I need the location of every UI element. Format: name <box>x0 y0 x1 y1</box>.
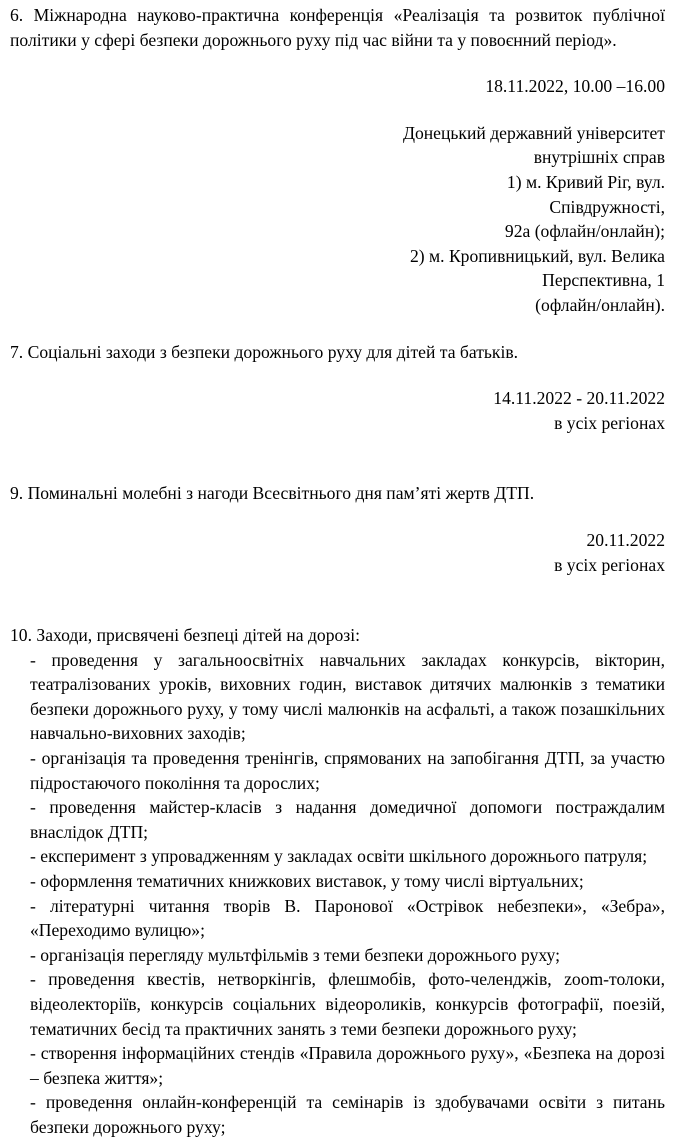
item-6-date: 18.11.2022, 10.00 –16.00 <box>485 76 665 97</box>
item-9-place: в усіх регіонах <box>554 554 665 575</box>
item-6-place <box>401 121 665 318</box>
item-9-date: 20.11.2022 <box>586 529 665 550</box>
list-item: - створення інформаційних стендів «Правила дорожнього руху», «Безпека на дорозі – безпека життя»; <box>30 1043 665 1088</box>
place-line: (офлайн/онлайн). <box>535 294 665 315</box>
list-item: - проведення у загальноосвітніх навчальних закладах конкурсів, вікторин, театралізованих уроків, виховних годин, виставок дитячих малюнків з тематики безпеки дорожнього руху, у тому числі малюнків на асфальті, а також позашкільних навчально-виховних заходів; <box>30 649 665 744</box>
item-7-place: в усіх регіонах <box>554 412 665 433</box>
item-9-text: 9. Поминальні молебні з нагоди Всесвітнього дня пам’яті жертв ДТП. <box>10 483 535 504</box>
place-line: 92а (офлайн/онлайн); <box>504 221 665 242</box>
item-10-list <box>10 648 665 1140</box>
item-7-date: 14.11.2022 - 20.11.2022 <box>493 388 665 409</box>
list-item: - літературні читання творів В. Паронової «Острівок небезпеки», «Зебра», «Переходимо вулицю»; <box>30 895 665 941</box>
list-item: - оформлення тематичних книжкових виставок, у тому числі віртуальних; <box>30 871 584 892</box>
place-line: Донецький державний університет <box>402 122 665 143</box>
list-item: - організація перегляду мультфільмів з теми безпеки дорожнього руху; <box>30 944 560 965</box>
place-line: Перспективна, 1 <box>542 270 665 291</box>
list-item: - експеримент з упровадженням у закладах освіти шкільного дорожнього патруля; <box>30 846 648 867</box>
place-line: 2) м. Кропивницький, вул. Велика <box>409 245 665 266</box>
document-page <box>10 3 665 1140</box>
list-item: - проведення квестів, нетворкінгів, флешмобів, фото-челенджів, zoom-толоки, відеолекторіїв, конкурсів соціальних відеороликів, конкурсів фотографії, поезій, тематичних бесід та практичних занять з теми безпеки дорожнього руху; <box>30 969 665 1039</box>
item-6-text: 6. Міжнародна науково-практична конференція «Реалізація та розвиток публічної політики у сфері безпеки дорожнього руху під час війни та у повоєнний період». <box>10 5 665 50</box>
place-line: 1) м. Кривий Ріг, вул. Співдружності, <box>506 171 665 217</box>
list-item: - проведення майстер-класів з надання домедичної допомоги постраждалим внаслідок ДТП; <box>30 797 665 842</box>
list-item: - проведення онлайн-конференцій та семінарів із здобувачами освіти з питань безпеки дорожнього руху; <box>30 1092 665 1137</box>
place-line: внутрішніх справ <box>533 147 665 168</box>
item-7-text: 7. Соціальні заходи з безпеки дорожнього руху для дітей та батьків. <box>10 341 519 362</box>
list-item: - організація та проведення тренінгів, спрямованих на запобігання ДТП, за участю підростаючого покоління та дорослих; <box>30 748 665 793</box>
item-10-heading: 10. Заходи, присвячені безпеці дітей на дорозі: <box>10 625 361 646</box>
